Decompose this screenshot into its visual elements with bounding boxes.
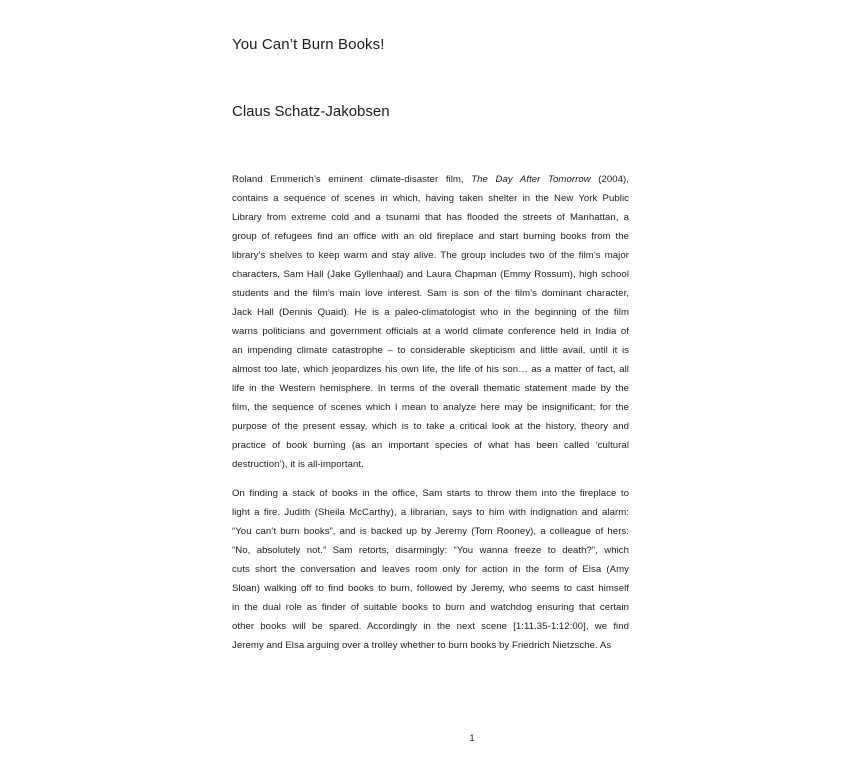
text-line: practice of book burning (as an important species of what has been called ‘cultural [232,440,629,451]
text-line: film, the sequence of scenes which I mean to analyze here may be insignificant; for the [232,402,629,413]
text-line: life in the Western hemisphere. In terms of the overall thematic statement made by the [232,383,629,394]
text-line: characters, Sam Hall (Jake Gyllenhaal) and Laura Chapman (Emmy Rossum), high school [232,269,629,280]
text-line: “You can’t burn books”, and is backed up by Jeremy (Tom Rooney), a colleague of hers: [232,526,629,537]
paragraph-1 [232,170,629,474]
paragraph-2 [232,484,629,655]
text-line: Roland Emmerich’s eminent climate-disaster film, The Day After Tomorrow (2004), [232,174,629,185]
text-line: in the dual role as finder of suitable books to burn and watchdog ensuring that certain [232,602,629,613]
text-line: destruction’), it is all-important. [232,459,364,470]
text-line: On finding a stack of books in the office, Sam starts to throw them into the fireplace to [232,488,629,499]
text-line: warns politicians and government officials at a world climate conference held in India of [232,326,629,337]
text-line: students and the film’s main love interest. Sam is son of the film’s dominant character, [232,288,629,299]
text-line: purpose of the present essay, which is to take a critical look at the history, theory and [232,421,629,432]
text-line: cuts short the conversation and leaves room only for action in the form of Elsa (Amy [232,564,629,575]
text-line: light a fire. Judith (Sheila McCarthy), a librarian, says to him with indignation and alarm: [232,507,629,518]
page-number: 1 [469,733,475,744]
text-line: contains a sequence of scenes in which, having taken shelter in the New York Public [232,193,629,204]
text-line: group of refugees find an office with an old fireplace and start burning books from the [232,231,629,242]
text-line: Sloan) walking off to find books to burn, followed by Jeremy, who seems to cast himself [232,583,629,594]
document-title: You Can’t Burn Books! [232,36,385,53]
text-line: other books will be spared. Accordingly in the next scene [1:11.35-1:12:00], we find [232,621,629,632]
text-line: “No, absolutely not.” Sam retorts, disarmingly: “You wanna freeze to death?”, which [232,545,629,556]
text-line: almost too late, which jeopardizes his own life, the life of his son… as a matter of fact, all [232,364,629,375]
text-line: library’s shelves to keep warm and stay alive. The group includes two of the film’s major [232,250,629,261]
body-text [232,170,629,655]
text-line: an impending climate catastrophe – to considerable skepticism and little avail, until it is [232,345,629,356]
author-name: Claus Schatz-Jakobsen [232,103,390,120]
text-line: Jack Hall (Dennis Quaid). He is a paleo-climatologist who in the beginning of the film [232,307,629,318]
text-line: Library from extreme cold and a tsunami that has flooded the streets of Manhattan, a [232,212,629,223]
film-title: The Day After Tomorrow [471,174,591,185]
text-line: Jeremy and Elsa arguing over a trolley whether to burn books by Friedrich Nietzsche. As [232,640,612,651]
